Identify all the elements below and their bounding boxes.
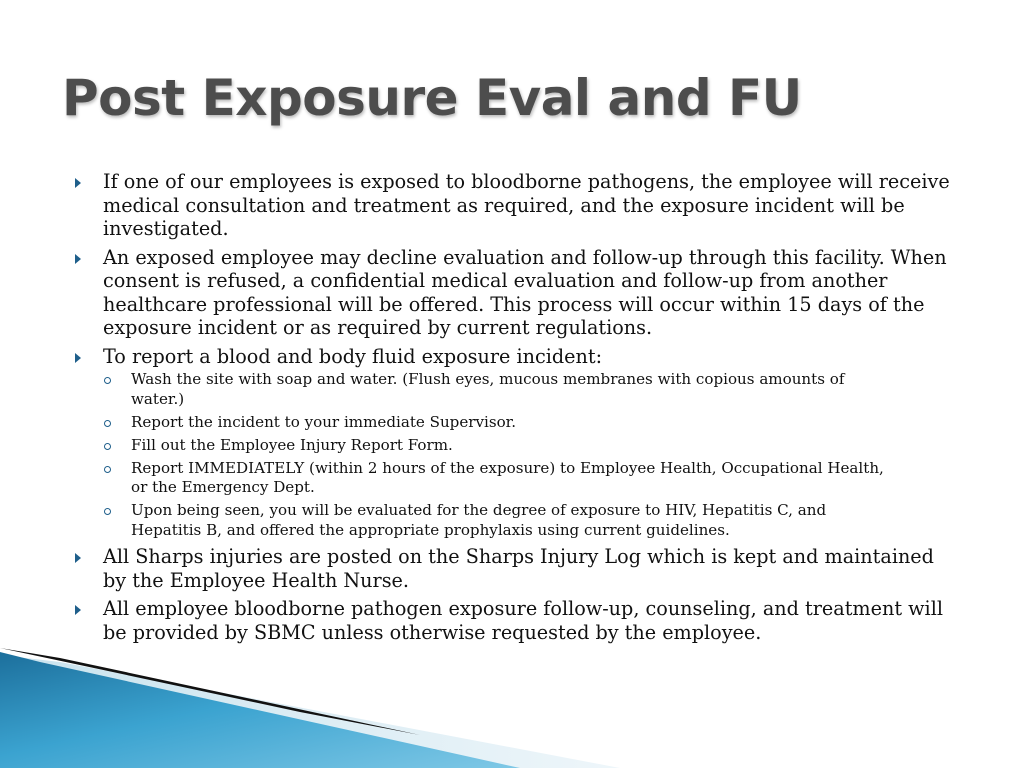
sub-bullet-text: Fill out the Employee Injury Report Form.	[131, 435, 453, 454]
bullet-text: If one of our employees is exposed to bloodborne pathogens, the employee will receive medical consultation and treatment as required, and the exposure incident will be investigated.	[103, 170, 950, 240]
sub-bullet-text: Report the incident to your immediate Supervisor.	[131, 412, 517, 431]
bullet-text: All employee bloodborne pathogen exposure follow-up, counseling, and treatment will be provided by SBMC unless otherwise requested by the employee.	[103, 597, 943, 644]
sub-bullet-text: Report IMMEDIATELY (within 2 hours of the exposure) to Employee Health, Occupational Health, or the Emergency Dept.	[131, 458, 884, 496]
sub-bullet-text: Upon being seen, you will be evaluated for the degree of exposure to HIV, Hepatitis C, and Hepatitis B, and offered the appropriate prophylaxis using current guidelines.	[131, 501, 827, 539]
sub-bullet-text: Wash the site with soap and water. (Flush eyes, mucous membranes with copious amounts of water.)	[131, 370, 845, 408]
bullet-text: All Sharps injuries are posted on the Sharps Injury Log which is kept and maintained by the Employee Health Nurse.	[103, 545, 934, 592]
bullet-text: An exposed employee may decline evaluation and follow-up through this facility. When consent is refused, a confidential medical evaluation and follow-up from another healthcare professional will be offered. This process will occur within 15 days of the exposure incident or as required by current regulations.	[103, 245, 947, 339]
slide-title: Post Exposure Eval and FU	[62, 69, 802, 127]
bullet-text: To report a blood and body fluid exposure incident:	[103, 344, 603, 368]
